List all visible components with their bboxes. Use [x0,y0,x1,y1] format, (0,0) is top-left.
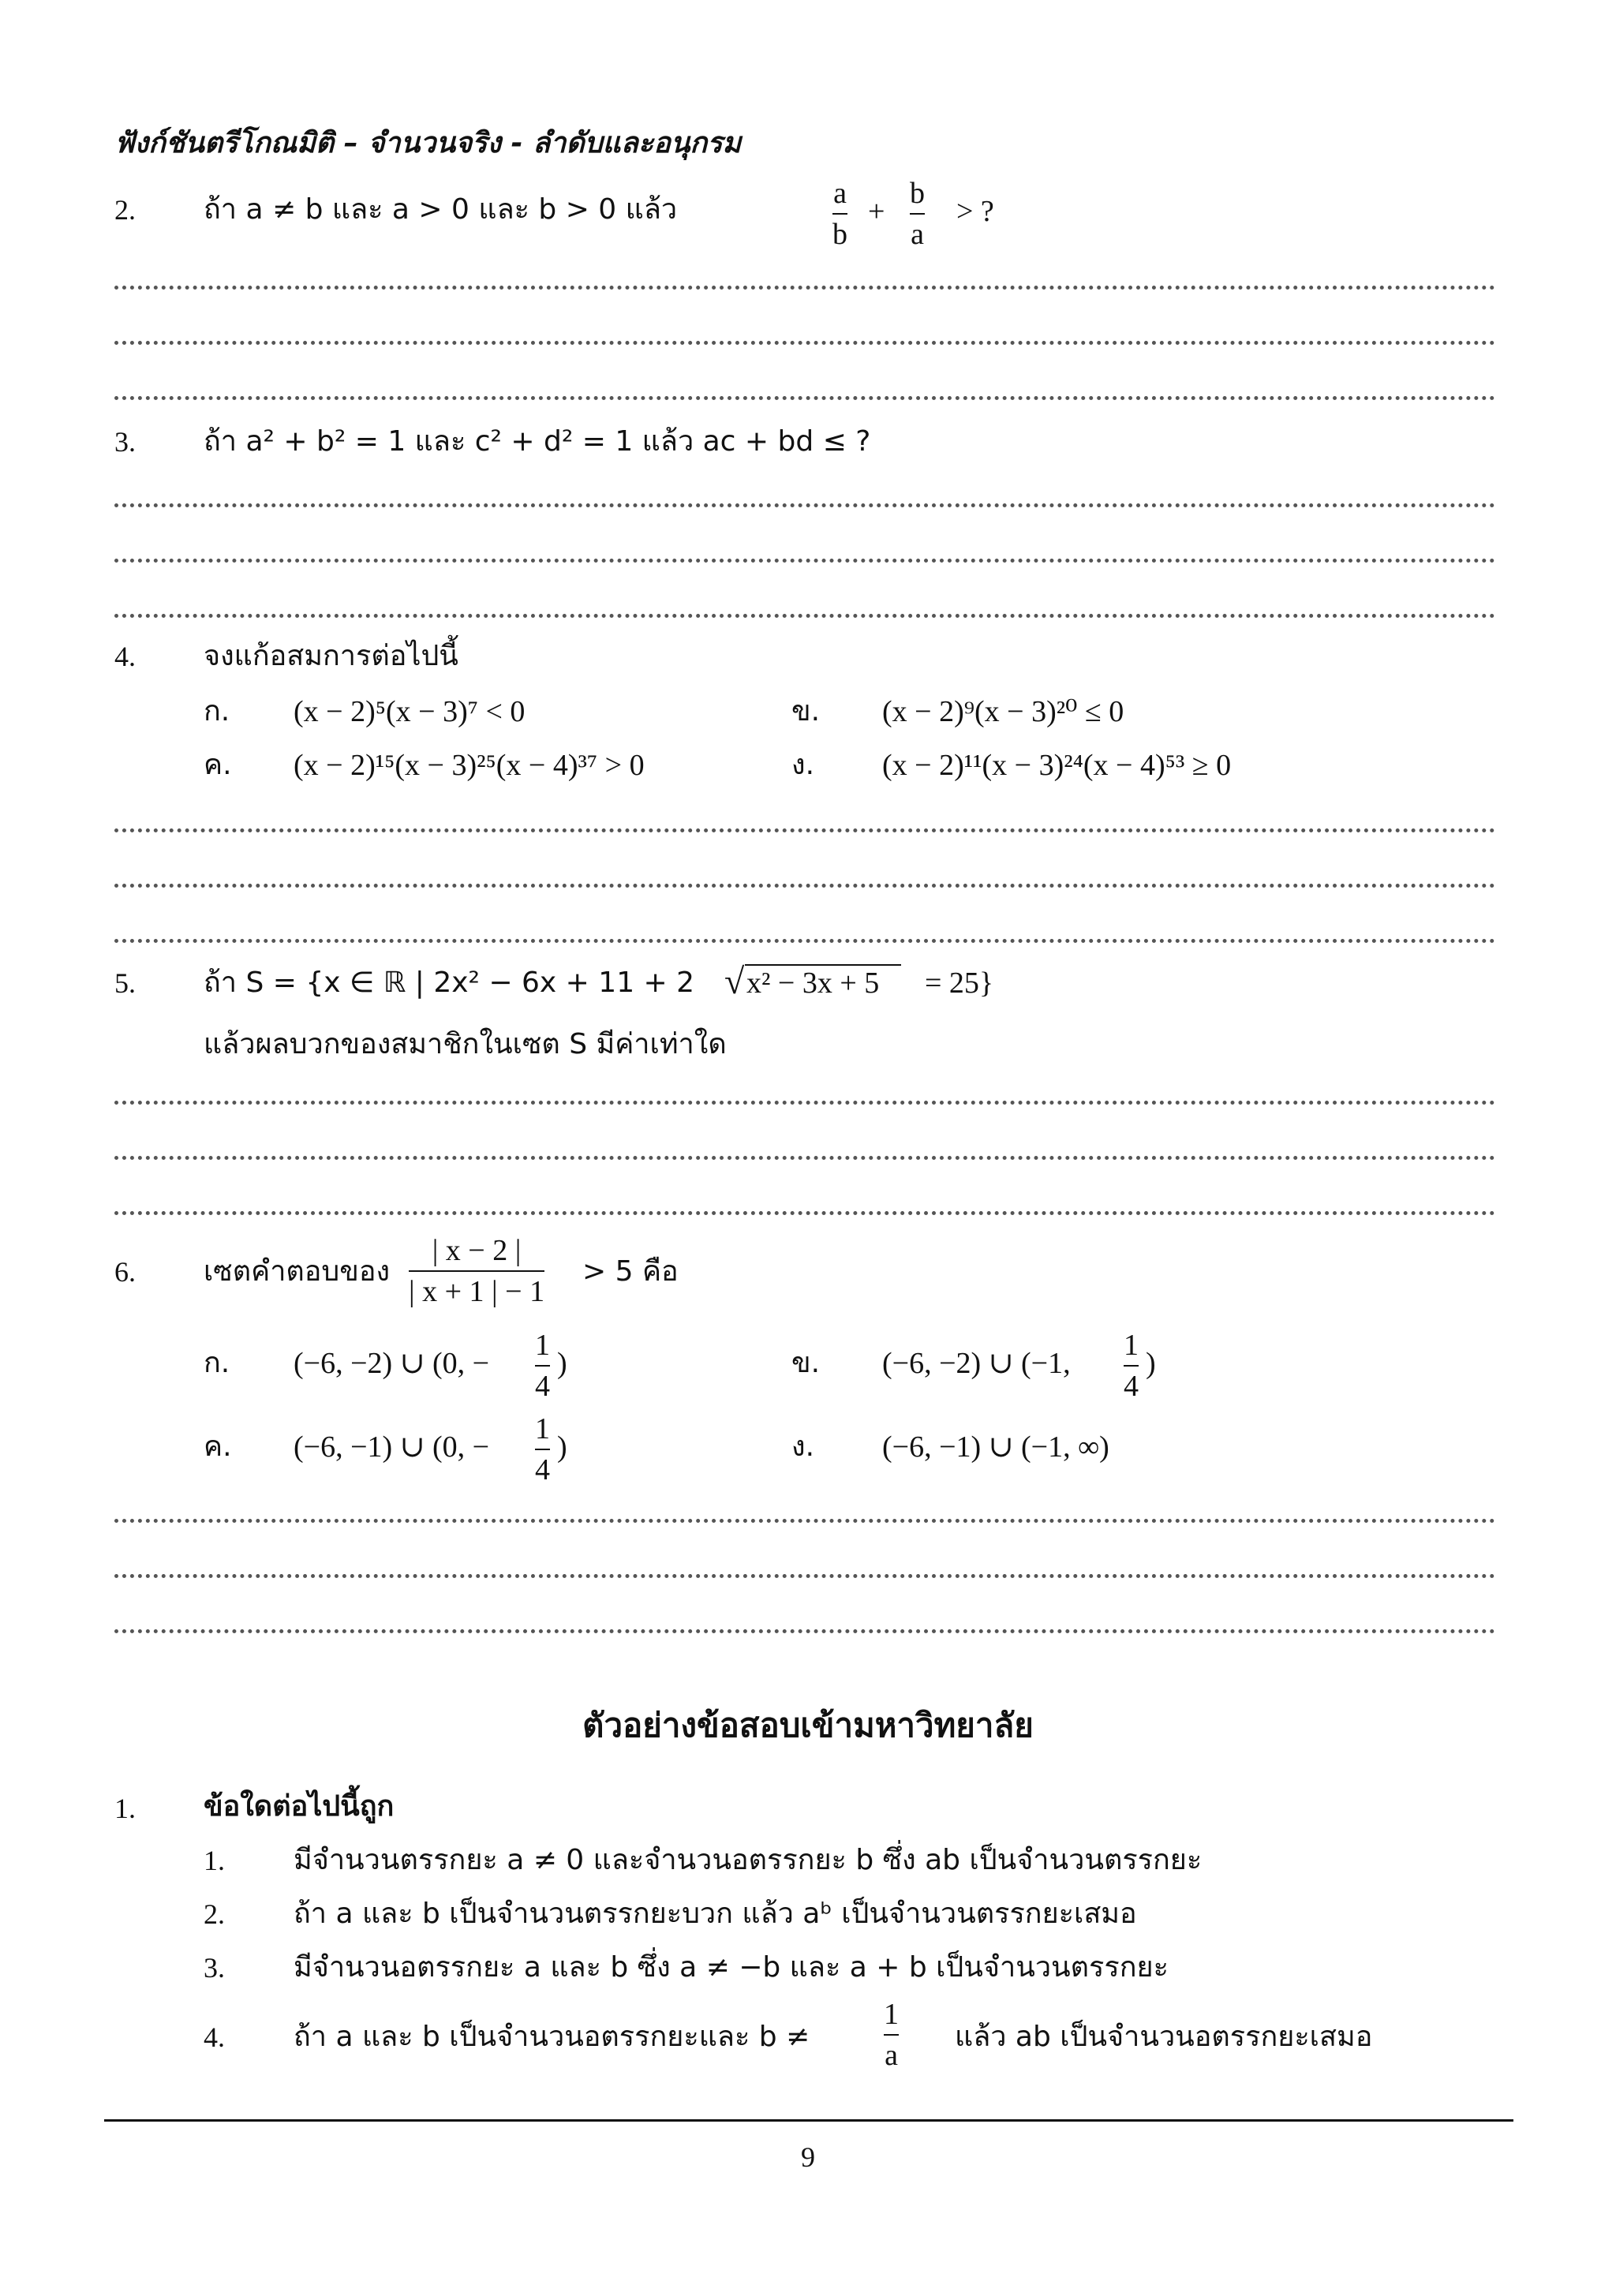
answer-line [114,1101,1495,1105]
fraction-numerator: 1 [535,1329,550,1362]
option-label: ง. [791,749,815,781]
fraction-denominator: a [911,218,924,251]
option-expression: (x − 2)⁵(x − 3)⁷ < 0 [294,695,526,728]
option-label: ก. [204,695,230,727]
option-label: ข. [791,1347,821,1379]
answer-line [114,341,1495,345]
section-title: ตัวอย่างข้อสอบเข้ามหาวิทยาลัย [582,1706,1034,1744]
fraction-bar [884,2034,899,2036]
fraction-numerator: b [910,177,925,210]
option-close: ) [1146,1347,1156,1380]
answer-line [114,286,1495,290]
option-expression: (−6, −1) ∪ (0, − [294,1430,490,1464]
question-text: ถ้า a² + b² = 1 และ c² + d² = 1 แล้ว ac + bd ≤ ? [204,425,871,458]
fraction-numerator: 1 [1124,1329,1139,1362]
footer-rule [104,2119,1513,2122]
answer-line [114,1574,1495,1578]
fraction-bar [409,1270,544,1272]
choice-number: 3. [204,1952,225,1984]
answer-line [114,614,1495,618]
fraction-denominator: 4 [535,1370,550,1403]
fraction-bar [910,213,925,215]
fraction-bar [1124,1365,1139,1367]
fraction-a-over-b [832,175,847,252]
question-text: เซตคำตอบของ [204,1255,391,1288]
choice-text: ถ้า a และ b เป็นจำนวนอตรรกยะและ b ≠ [294,2021,810,2053]
question-number: 6. [114,1256,136,1288]
plus-sign: + [868,195,885,228]
question-number: 5. [114,967,136,999]
fraction-one-quarter [535,1411,550,1488]
section-header: ฟังก์ชันตรีโกณมิติ – จำนวนจริง - ลำดับและอนุกรม [114,127,742,159]
answer-line [114,1629,1495,1633]
option-label: ค. [204,749,232,781]
page-number: 9 [801,2141,815,2173]
answer-line [114,828,1495,832]
question-number: 2. [114,194,136,226]
option-label: ค. [204,1430,232,1463]
option-label: ก. [204,1347,230,1379]
question-text: ข้อใดต่อไปนี้ถูก [204,1790,395,1823]
question-suffix: > 5 คือ [582,1255,679,1288]
option-expression: (x − 2)¹⁵(x − 3)²⁵(x − 4)³⁷ > 0 [294,749,645,782]
sqrt-icon: √ [724,961,745,1001]
question-text: จงแก้อสมการต่อไปนี้ [204,640,458,672]
option-expression: (x − 2)⁹(x − 3)²⁰ ≤ 0 [882,695,1124,728]
fraction-numerator: 1 [535,1412,550,1445]
question-suffix: > ? [956,195,994,228]
question-text: ถ้า S = {x ∈ ℝ | 2x² − 6x + 11 + 2 [204,967,695,999]
fraction-one-quarter [1124,1327,1139,1404]
question-suffix: = 25} [925,967,994,1000]
answer-line [114,559,1495,563]
choice-text: มีจำนวนอตรรกยะ a และ b ซึ่ง a ≠ −b และ a + b เป็นจำนวนตรรกยะ [294,1951,1169,1984]
fraction-b-over-a [910,175,925,252]
choice-text: ถ้า a และ b เป็นจำนวนตรรกยะบวก แล้ว aᵇ เป็นจำนวนตรรกยะเสมอ [294,1898,1137,1930]
fraction-denominator: | x + 1 | − 1 [409,1275,545,1308]
choice-number: 2. [204,1898,225,1930]
fraction-numerator: a [833,177,847,210]
choice-number: 1. [204,1845,225,1876]
fraction-denominator: 4 [535,1453,550,1486]
answer-line [114,1211,1495,1215]
answer-line [114,1156,1495,1160]
question-number: 4. [114,641,136,672]
answer-line [114,396,1495,400]
choice-text-suffix: แล้ว ab เป็นจำนวนอตรรกยะเสมอ [955,2021,1373,2053]
choice-text: มีจำนวนตรรกยะ a ≠ 0 และจำนวนอตรรกยะ b ซึ่ง ab เป็นจำนวนตรรกยะ [294,1844,1203,1876]
option-expression: (−6, −2) ∪ (−1, [882,1347,1071,1380]
question-number: 1. [114,1793,136,1824]
fraction-denominator: 4 [1124,1370,1139,1403]
question-text-line2: แล้วผลบวกของสมาชิกในเซต S มีค่าเท่าใด [204,1028,727,1060]
fraction-bar [832,213,847,215]
question-text: ถ้า a ≠ b และ a > 0 และ b > 0 แล้ว [204,193,678,226]
fraction-bar [535,1365,550,1367]
fraction-denominator: a [885,2039,898,2072]
option-label: ข. [791,695,821,727]
answer-line [114,1519,1495,1523]
sqrt-radicand: x² − 3x + 5 [746,967,880,1000]
fraction-one-quarter [535,1327,550,1404]
option-expression: (−6, −1) ∪ (−1, ∞) [882,1430,1109,1464]
answer-line [114,884,1495,888]
answer-line [114,503,1495,507]
choice-number: 4. [204,2021,225,2053]
option-close: ) [557,1430,567,1464]
option-close: ) [557,1347,567,1380]
fraction-denominator: b [832,218,847,251]
fraction-numerator: 1 [884,1998,899,2031]
option-expression: (x − 2)¹¹(x − 3)²⁴(x − 4)⁵³ ≥ 0 [882,749,1232,782]
fraction-numerator: | x − 2 | [432,1234,522,1267]
option-label: ง. [791,1430,815,1463]
answer-line [114,939,1495,943]
option-expression: (−6, −2) ∪ (0, − [294,1347,490,1380]
fraction-bar [535,1449,550,1450]
fraction-expression [409,1232,544,1310]
question-number: 3. [114,426,136,458]
fraction-one-over-a [884,1996,899,2074]
